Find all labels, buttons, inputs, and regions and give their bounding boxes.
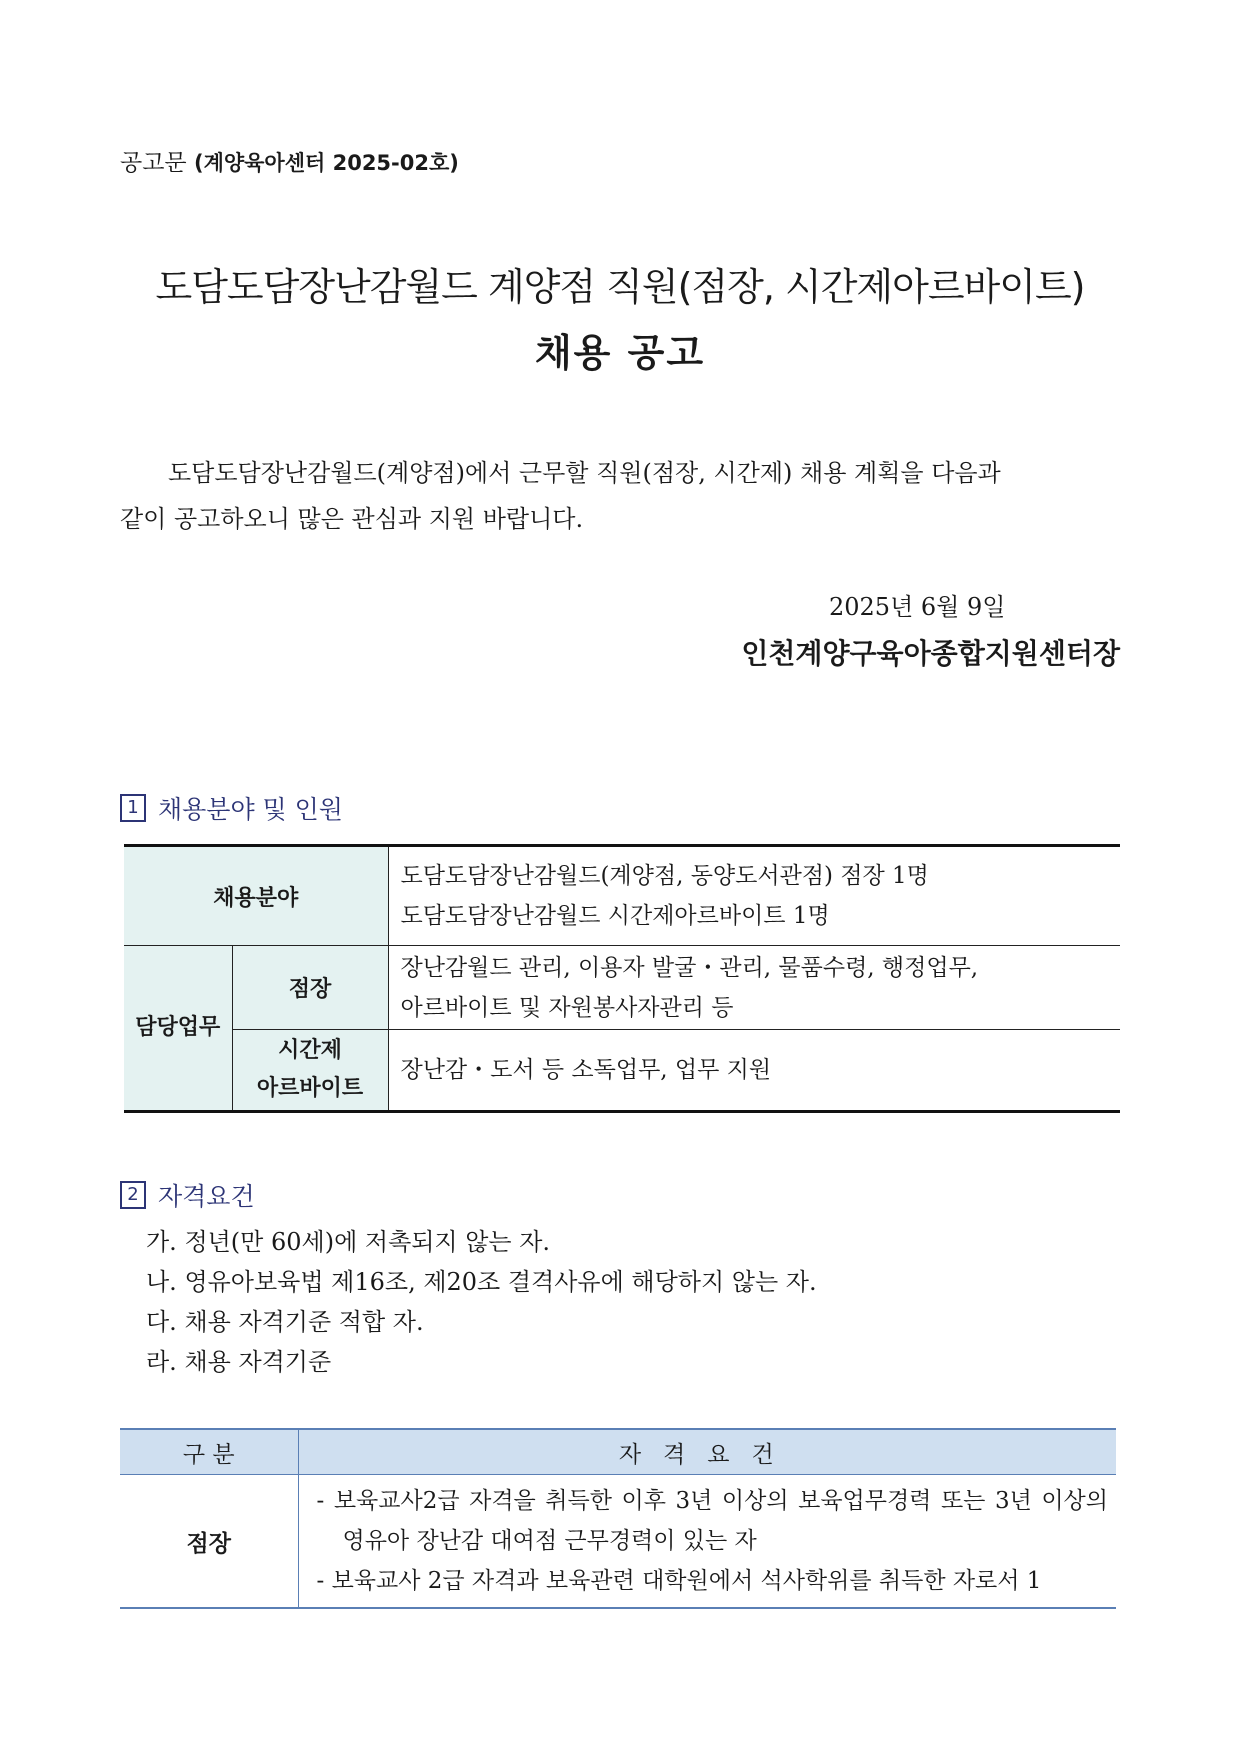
parttime-duty: 장난감・도서 등 소독업무, 업무 지원 — [388, 1030, 1120, 1112]
section-heading-requirements — [120, 1177, 255, 1213]
field-line-1: 도담도담장난감월드(계양점, 동양도서관점) 점장 1명 — [400, 863, 929, 889]
manager-duty-line-2: 아르바이트 및 자원봉사자관리 등 — [400, 994, 734, 1021]
section-title: 자격요건 — [158, 1182, 255, 1211]
section-number-box: 2 — [120, 1181, 146, 1209]
table-row — [120, 1475, 1116, 1609]
document-label: 공고문 — [120, 150, 187, 176]
page-subtitle: 채용 공고 — [534, 331, 706, 375]
column-header-requirements: 자격요건 — [298, 1429, 1116, 1475]
parttime-label-line-2: 아르바이트 — [256, 1076, 364, 1101]
parttime-label — [232, 1030, 388, 1112]
requirement-item: - 보육교사2급 자격을 취득한 이후 3년 이상의 보육업무경력 또는 3년 이상의 영유아 장난감 대여점 근무경력이 있는 자 — [316, 1488, 1108, 1554]
document-code: (계양육아센터 2025-02호) — [193, 151, 459, 175]
list-item: 나. 영유아보육법 제16조, 제20조 결격사유에 해당하지 않는 자. — [146, 1268, 817, 1296]
manager-duty-line-1: 장난감월드 관리, 이용자 발굴・관리, 물품수령, 행정업무, — [400, 954, 979, 981]
field-content — [388, 846, 1120, 946]
page-title: 도담도담장난감월드 계양점 직원(점장, 시간제아르바이트) — [155, 265, 1085, 309]
list-item: 가. 정년(만 60세)에 저촉되지 않는 자. — [146, 1228, 551, 1256]
column-header-category: 구 분 — [120, 1429, 298, 1475]
section-heading-positions — [120, 790, 343, 826]
table-row — [124, 1030, 1120, 1112]
qualification-table — [120, 1428, 1116, 1609]
list-item: 라. 채용 자격기준 — [146, 1348, 332, 1376]
intro-line-2: 같이 공고하오니 많은 관심과 지원 바랍니다. — [120, 505, 584, 533]
intro-line-1: 도담도담장난감월드(계양점)에서 근무할 직원(점장, 시간제) 채용 계획을 다음과 — [168, 459, 1001, 487]
table-row — [124, 946, 1120, 1030]
requirement-items — [298, 1475, 1116, 1609]
table-row — [124, 846, 1120, 946]
field-line-2: 도담도담장난감월드 시간제아르바이트 1명 — [400, 903, 830, 929]
document-number — [120, 144, 459, 177]
table-header-row — [120, 1429, 1116, 1475]
parttime-label-line-1: 시간제 — [278, 1038, 342, 1063]
section-number-box: 1 — [120, 794, 146, 822]
manager-duty — [388, 946, 1120, 1030]
requirements-list — [146, 1222, 817, 1382]
manager-label: 점장 — [232, 946, 388, 1030]
field-header: 채용분야 — [124, 846, 388, 946]
requirement-item: - 보육교사 2급 자격과 보육관련 대학원에서 석사학위를 취득한 자로서 1 — [316, 1568, 1042, 1594]
list-item: 다. 채용 자격기준 적합 자. — [146, 1308, 424, 1336]
section-title: 채용분야 및 인원 — [158, 795, 343, 824]
issuer-name: 인천계양구육아종합지원센터장 — [741, 637, 1120, 670]
duty-header: 담당업무 — [124, 946, 232, 1112]
notice-date: 2025년 6월 9일 — [829, 593, 1006, 621]
row-label-manager: 점장 — [120, 1475, 298, 1609]
positions-table — [124, 844, 1120, 1113]
